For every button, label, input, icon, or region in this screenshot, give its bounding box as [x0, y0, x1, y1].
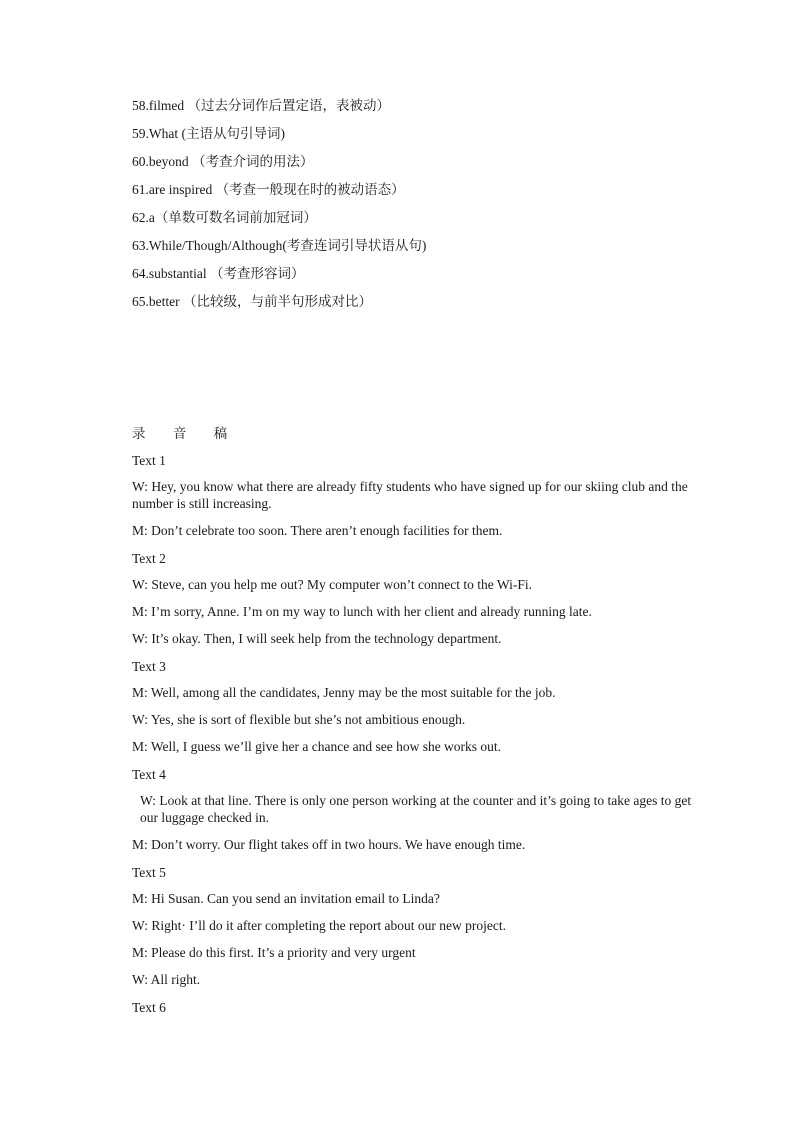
text-4-line-2: M: Don’t worry. Our flight takes off in two hours. We have enough time.: [132, 837, 526, 852]
text-5-line-2: W: Right· I’ll do it after completing the report about our new project.: [132, 918, 507, 933]
text-3-line-2: W: Yes, she is sort of flexible but she’s not ambitious enough.: [132, 712, 466, 727]
text-3-line-1: M: Well, among all the candidates, Jenny may be the most suitable for the job.: [132, 685, 556, 700]
text-3-label: Text 3: [132, 659, 166, 674]
text-5-line-1: M: Hi Susan. Can you send an invitation email to Linda?: [132, 891, 440, 906]
text-1-label: Text 1: [132, 453, 166, 468]
listening-transcript: [132, 424, 692, 1025]
answer-item-58: 58.filmed （过去分词作后置定语，表被动）: [132, 98, 390, 113]
answer-item-64: 64.substantial （考查形容词）: [132, 266, 305, 281]
text-5-line-4: W: All right.: [132, 972, 201, 987]
text-5-line-3: M: Please do this first. It’s a priority and very urgent: [132, 945, 416, 960]
text-4-label: Text 4: [132, 767, 166, 782]
text-2-line-1: W: Steve, can you help me out? My computer won’t connect to the Wi-Fi.: [132, 577, 532, 592]
text-4-line-1: W: Look at that line. There is only one person working at the counter and it’s going to take ages to get our luggage checked in.: [140, 793, 692, 825]
answer-item-61: 61.are inspired （考查一般现在时的被动语态）: [132, 182, 405, 197]
text-5-label: Text 5: [132, 865, 166, 880]
text-2-line-2: M: I’m sorry, Anne. I’m on my way to lunch with her client and already running late.: [132, 604, 592, 619]
answer-item-62: 62.a（单数可数名词前加冠词）: [132, 210, 317, 225]
text-3-line-3: M: Well, I guess we’ll give her a chance and see how she works out.: [132, 739, 502, 754]
answer-item-59: 59.What (主语从句引导词): [132, 126, 285, 141]
answer-key-list: [132, 96, 732, 320]
answer-item-65: 65.better （比较级，与前半句形成对比）: [132, 294, 372, 309]
text-6-label: Text 6: [132, 1000, 166, 1015]
answer-item-60: 60.beyond （考查介词的用法）: [132, 154, 314, 169]
transcript-heading: 录 音 稿: [132, 426, 240, 441]
text-1-line-1: W: Hey, you know what there are already fifty students who have signed up for our skiing club and the number is still increasing.: [132, 479, 688, 511]
answer-item-63: 63.While/Though/Although(考查连词引导状语从句): [132, 238, 427, 253]
text-2-line-3: W: It’s okay. Then, I will seek help from the technology department.: [132, 631, 502, 646]
text-1-line-2: M: Don’t celebrate too soon. There aren’t enough facilities for them.: [132, 523, 503, 538]
text-2-label: Text 2: [132, 551, 166, 566]
